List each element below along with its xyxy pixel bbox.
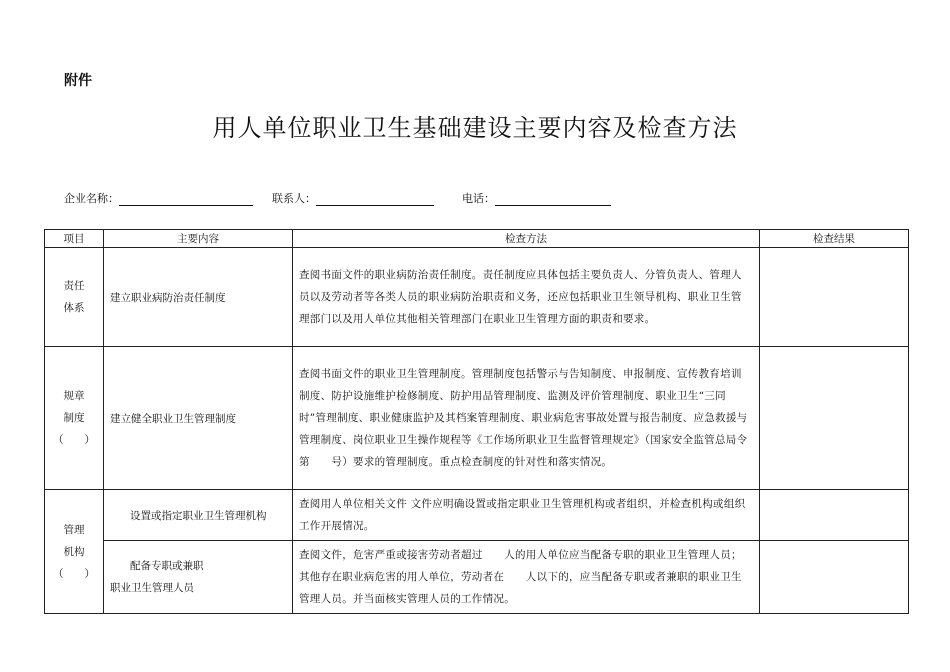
table-header-row xyxy=(45,230,909,248)
table-row xyxy=(45,248,909,347)
phone-line[interactable] xyxy=(495,193,611,206)
category-regulations xyxy=(45,347,104,490)
contact-field[interactable] xyxy=(272,190,434,206)
category-responsibility xyxy=(45,248,104,347)
company-name-label: 企业名称： xyxy=(64,192,119,205)
method-cell: 查阅文件，危害严重或接害劳动者超过 人的用人单位应当配备专职的职业卫生管理人员；其他存在职业病危害的用人单位，劳动者在 人以下的，应当配备专职或者兼职的职业卫生管理人员。并当面核实管理人员的工作情况。 xyxy=(293,541,760,614)
contact-label: 联系人： xyxy=(272,192,316,205)
company-name-line[interactable] xyxy=(119,193,253,206)
result-cell[interactable] xyxy=(760,248,909,347)
result-cell[interactable] xyxy=(760,541,909,614)
category-text: 制度 xyxy=(63,412,85,424)
table-row xyxy=(45,541,909,614)
header-method: 检查方法 xyxy=(293,230,760,248)
category-text: （ ） xyxy=(53,567,95,580)
content-cell: 建立健全职业卫生管理制度 xyxy=(104,347,293,490)
content-cell: 建立职业病防治责任制度 xyxy=(104,248,293,347)
phone-field[interactable] xyxy=(462,190,611,206)
company-name-field[interactable] xyxy=(64,190,253,206)
category-text: 责任 xyxy=(63,280,85,292)
category-text: （ ） xyxy=(53,434,95,446)
table-row xyxy=(45,490,909,541)
content-cell: 设置或指定职业卫生管理机构 xyxy=(104,490,293,541)
method-cell: 查阅书面文件的职业病防治责任制度。责任制度应具体包括主要负责人、分管负责人、管理人员以及劳动者等各类人员的职业病防治职责和义务，还应包括职业卫生领导机构、职业卫生管理部门以及用人单位其他相关管理部门在职业卫生管理方面的职责和要求。 xyxy=(293,248,760,347)
result-cell[interactable] xyxy=(760,490,909,541)
method-cell: 查阅书面文件的职业卫生管理制度。管理制度包括警示与告知制度、申报制度、宣传教育培训制度、防护设施维护检修制度、防护用品管理制度、监测及评价管理制度、职业卫生“三同时”管理制度、职业健康监护及其档案管理制度、职业病危害事故处置与报告制度、应急救援与管理制度、岗位职业卫生操作规程等《工作场所职业卫生监督管理规定》（国家安全监管总局令第 号）要求的管理制度。重点检查制度的针对性和落实情况。 xyxy=(293,347,760,490)
phone-label: 电话： xyxy=(462,192,495,205)
header-content: 主要内容 xyxy=(104,230,293,248)
inspection-table xyxy=(44,229,909,614)
category-text: 体系 xyxy=(63,302,85,314)
content-text: 配备专职或兼职 xyxy=(130,560,204,572)
content-cell xyxy=(104,541,293,614)
content-text: 职业卫生管理人员 xyxy=(110,582,194,594)
header-item: 项目 xyxy=(45,230,104,248)
category-org xyxy=(45,490,104,614)
result-cell[interactable] xyxy=(760,347,909,490)
method-cell: 查阅用人单位相关文件 文件应明确设置或指定职业卫生管理机构或者组织，并检查机构或组织工作开展情况。 xyxy=(293,490,760,541)
page-title: 用人单位职业卫生基础建设主要内容及检查方法 xyxy=(212,114,738,142)
category-text: 管理 xyxy=(63,523,85,536)
attachment-label: 附件 xyxy=(64,73,92,89)
contact-line[interactable] xyxy=(316,193,434,206)
header-result: 检查结果 xyxy=(760,230,909,248)
table-row xyxy=(45,347,909,490)
category-text: 机构 xyxy=(63,545,85,558)
category-text: 规章 xyxy=(63,390,85,402)
